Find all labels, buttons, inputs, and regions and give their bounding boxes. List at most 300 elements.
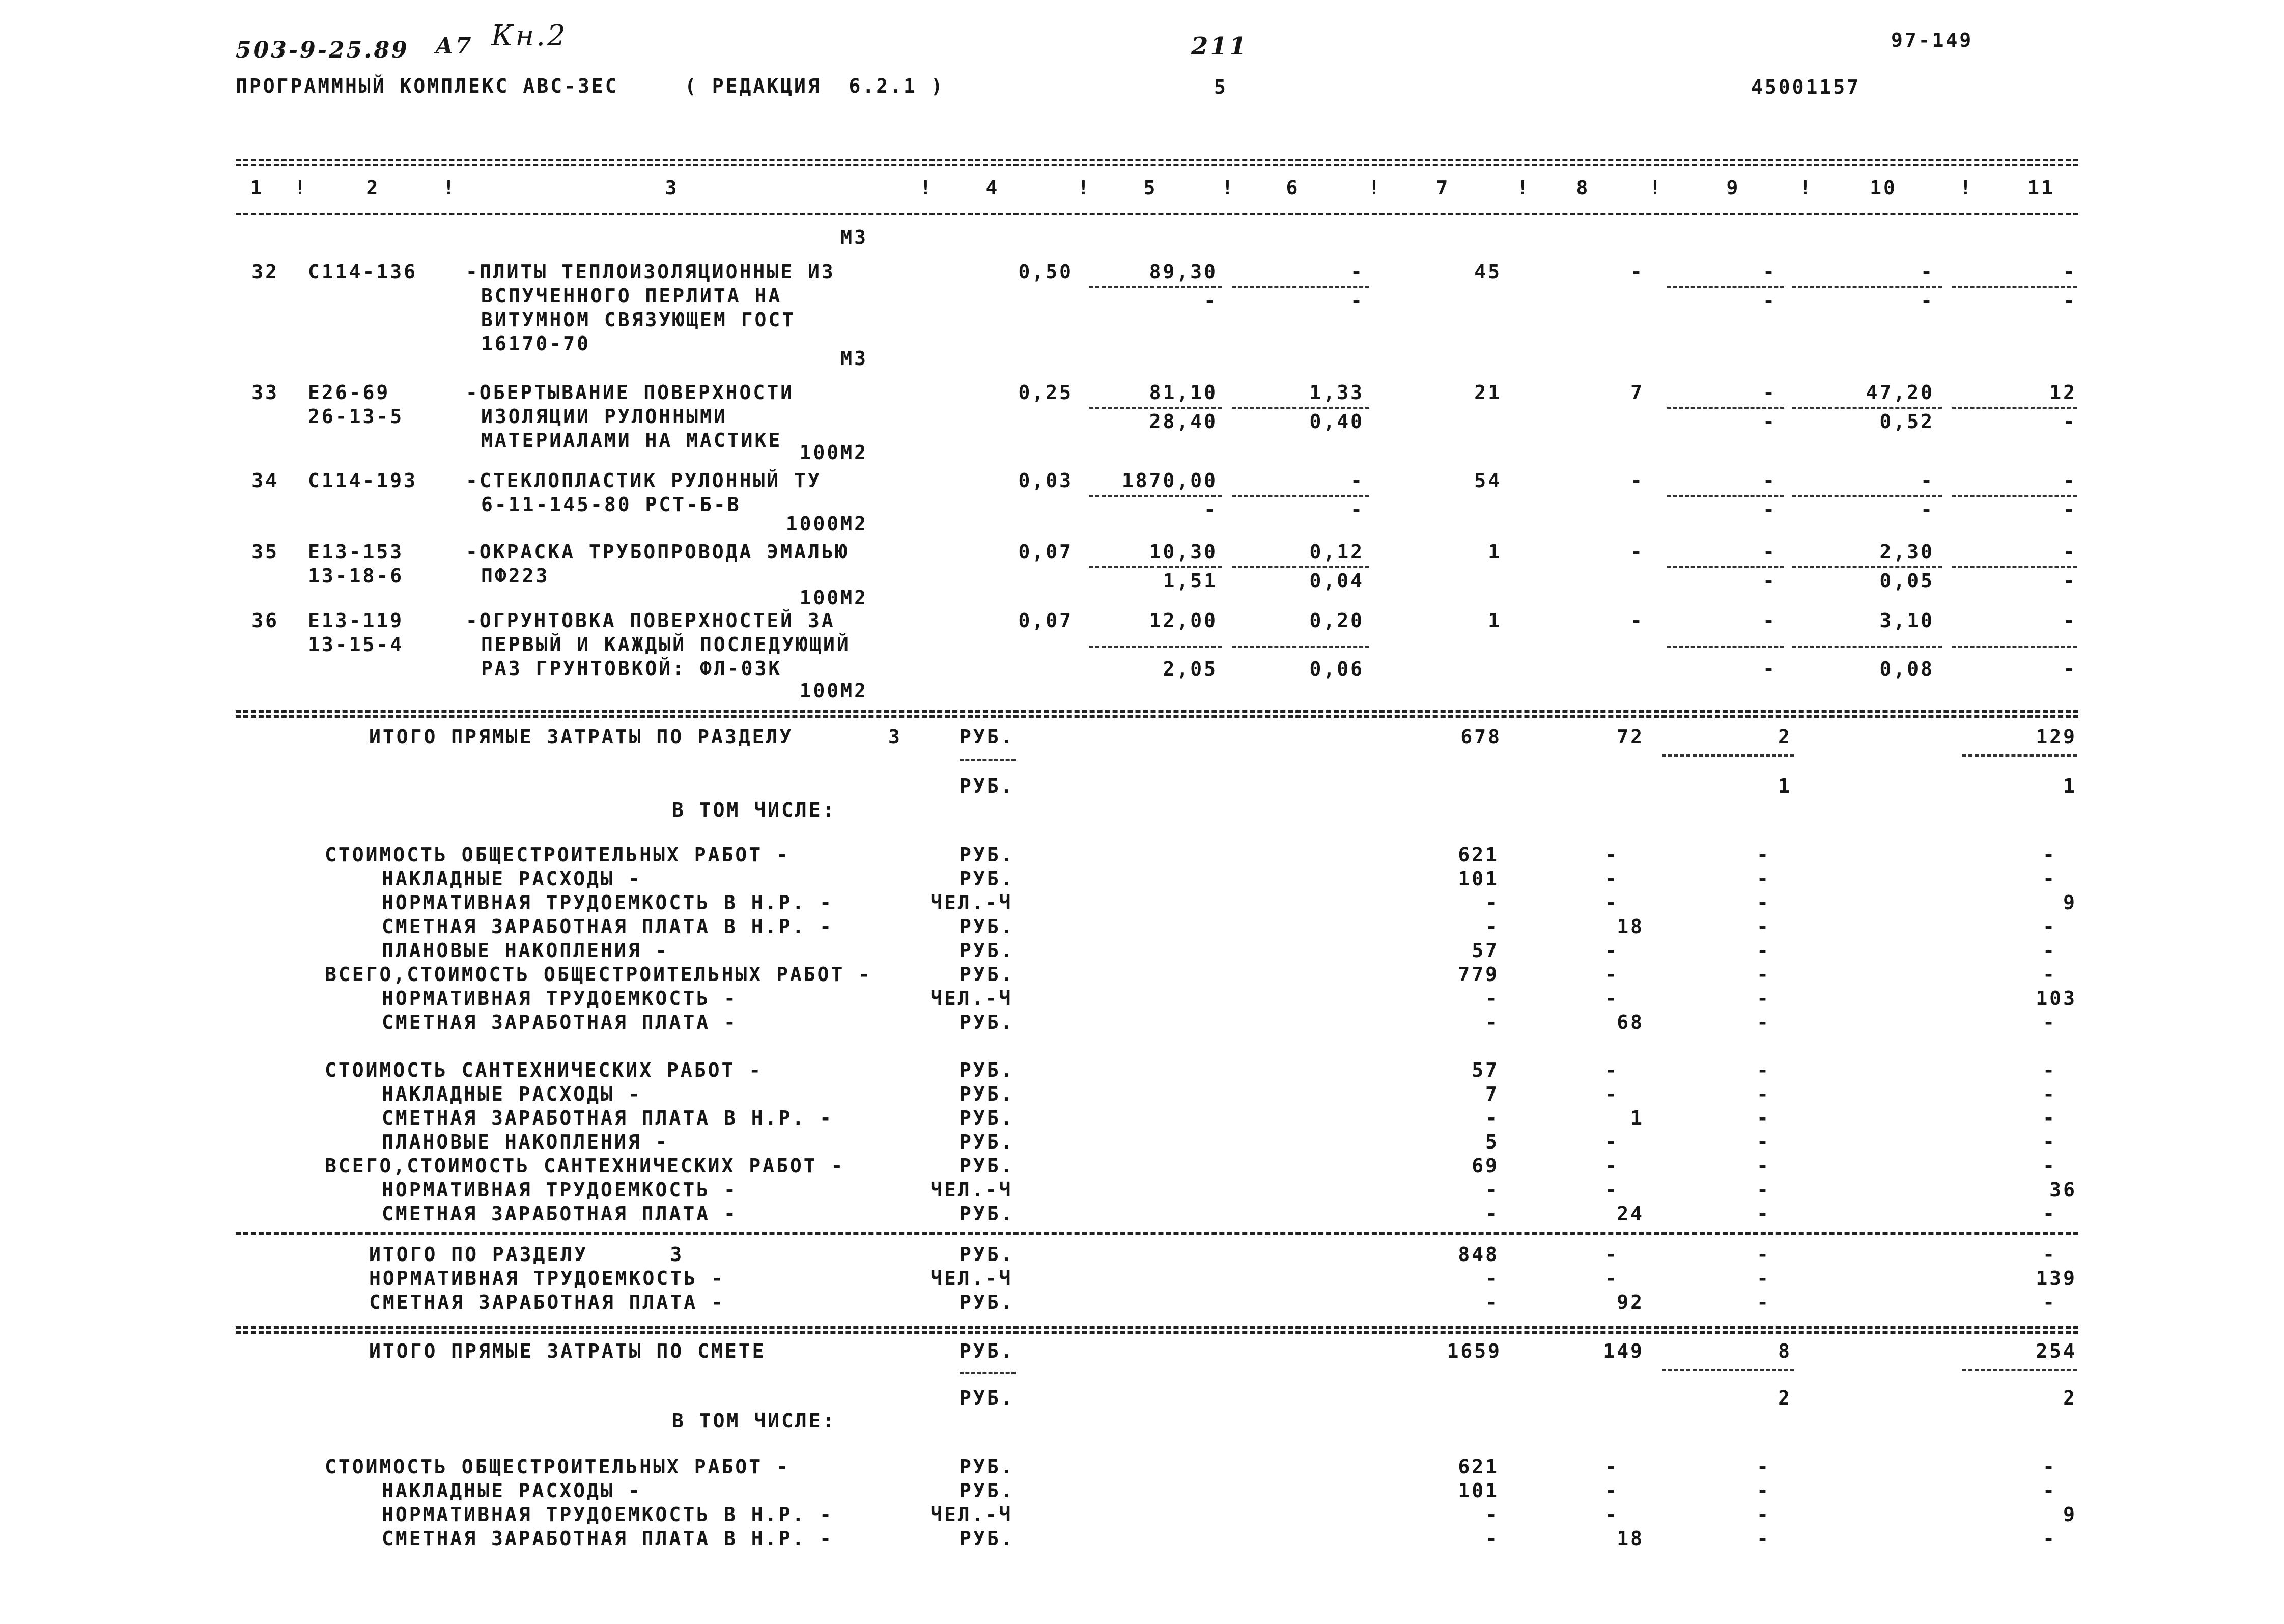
cost-col10-sub: - (1921, 290, 1934, 312)
summary-col7: 621 (1458, 844, 1499, 866)
handwritten-page-number: 211 (1191, 32, 1249, 61)
column-header-11: 11 (2027, 177, 2055, 199)
cost-col11: - (2063, 261, 2077, 283)
summary-row-label: СТОИМОСТЬ САНТЕХНИЧЕСКИХ РАБОТ - (325, 1059, 763, 1081)
summary-col7: 57 (1472, 1059, 1499, 1081)
cost-col9: - (1763, 261, 1777, 283)
summary-col9: - (1757, 1503, 1770, 1526)
cell-divider (1089, 566, 1222, 568)
summary-col8: - (1605, 939, 1619, 962)
cost-col11-sub: - (2063, 570, 2077, 592)
summary-col7: - (1485, 987, 1499, 1010)
cost-col7: 1 (1488, 609, 1502, 632)
cost-col5: 10,30 (1149, 541, 1218, 563)
summary-col11: - (2043, 939, 2056, 962)
summary-col9: - (1757, 1083, 1770, 1105)
summary-col9: - (1757, 891, 1770, 914)
column-header-9: 9 (1726, 177, 1740, 199)
unit-label: М3 (840, 226, 868, 248)
total-col9-sub: 2 (1778, 1387, 1792, 1409)
item-description: -ПЛИТЫ ТЕПЛОИЗОЛЯЦИОННЫЕ ИЗ (466, 261, 835, 283)
cost-col9-sub: - (1763, 410, 1777, 433)
section-summary-label: НОРМАТИВНАЯ ТРУДОЕМКОСТЬ - (369, 1267, 725, 1290)
cost-col5-sub: 1,51 (1163, 570, 1218, 592)
summary-col11: 36 (2049, 1179, 2077, 1201)
cost-col6-sub: 0,40 (1309, 410, 1364, 433)
summary-col7: 621 (1458, 1455, 1499, 1478)
summary-row-label: СМЕТНАЯ ЗАРАБОТНАЯ ПЛАТА В Н.Р. - (382, 1107, 833, 1129)
unit-label: РУБ. (960, 775, 1014, 797)
column-header-4: 4 (985, 177, 1000, 199)
unit-label: РУБ. (960, 1083, 1014, 1105)
unit-label: РУБ. (960, 1387, 1014, 1409)
summary-col8: - (1605, 1455, 1619, 1478)
item-description: 6-11-145-80 РСТ-Б-В (481, 493, 741, 516)
cost-col11: 12 (2049, 381, 2077, 404)
cost-col5: 81,10 (1149, 381, 1218, 404)
summary-col9: - (1757, 1455, 1770, 1478)
total-col7: 678 (1460, 725, 1502, 748)
summary-col7: 5 (1485, 1131, 1499, 1153)
cost-col11-sub: - (2063, 658, 2077, 680)
cost-col9: - (1763, 541, 1777, 563)
unit-label: РУБ. (960, 1340, 1014, 1362)
summary-col9: - (1757, 1243, 1770, 1266)
cell-divider (1962, 754, 2077, 757)
summary-row-label: НОРМАТИВНАЯ ТРУДОЕМКОСТЬ В Н.Р. - (382, 1503, 833, 1526)
total-col11: 254 (2036, 1340, 2077, 1362)
unit-label: 100М2 (799, 441, 868, 464)
column-header-1: 1 (250, 177, 264, 199)
summary-col9: - (1757, 867, 1770, 890)
column-separator: ! (920, 177, 934, 199)
unit-label: РУБ. (960, 1155, 1014, 1177)
summary-col7: 101 (1458, 1479, 1499, 1502)
cost-col8: - (1630, 469, 1644, 492)
item-description: ВСПУЧЕННОГО ПЕРЛИТА НА (481, 285, 782, 307)
unit-label: РУБ. (960, 1243, 1014, 1266)
total-col8: 149 (1603, 1340, 1644, 1362)
unit-label: РУБ. (960, 915, 1014, 938)
summary-col8: 1 (1630, 1107, 1644, 1129)
unit-label: ЧЕЛ.-Ч (930, 1179, 1013, 1201)
cell-divider (1089, 646, 1222, 648)
summary-col8: 92 (1617, 1291, 1644, 1313)
item-quantity: 0,07 (1018, 541, 1073, 563)
cost-col5-sub: 28,40 (1149, 410, 1218, 433)
item-number: 33 (251, 381, 279, 404)
item-description: -СТЕКЛОПЛАСТИК РУЛОННЫЙ ТУ (466, 469, 822, 492)
summary-col11: - (2043, 1083, 2056, 1105)
total-col9: 8 (1778, 1340, 1792, 1362)
summary-col11: - (2043, 1479, 2056, 1502)
summary-row-label: ВСЕГО,СТОИМОСТЬ САНТЕХНИЧЕСКИХ РАБОТ - (325, 1155, 845, 1177)
cost-col10-sub: 0,52 (1879, 410, 1934, 433)
summary-col8: - (1605, 987, 1619, 1010)
summary-col8: 68 (1617, 1011, 1644, 1033)
header-bottom-rule (236, 213, 2078, 215)
cost-col9-sub: - (1763, 290, 1777, 312)
cost-col10: 47,20 (1866, 381, 1934, 404)
cell-divider (1667, 495, 1784, 497)
summary-col11: - (2043, 1527, 2056, 1550)
total-col9-sub: 1 (1778, 775, 1792, 797)
summary-col8: 18 (1617, 915, 1644, 938)
item-code: С114-193 (308, 469, 418, 492)
summary-col7: 101 (1458, 867, 1499, 890)
cost-col9: - (1763, 609, 1777, 632)
cost-col7: 1 (1488, 541, 1502, 563)
cost-col5: 1870,00 (1121, 469, 1218, 492)
cell-divider (1667, 407, 1784, 409)
summary-col7: - (1485, 1202, 1499, 1225)
unit-label: РУБ. (960, 1291, 1014, 1313)
summary-col11: 139 (2036, 1267, 2077, 1290)
cell-divider (1792, 407, 1942, 409)
item-description: РАЗ ГРУНТОВКОЙ: ФЛ-03К (481, 657, 782, 680)
column-header-8: 8 (1576, 177, 1590, 199)
program-title: ПРОГРАММНЫЙ КОМПЛЕКС АВС-3ЕС (236, 75, 619, 97)
item-number: 32 (251, 261, 279, 283)
unit-underline (960, 759, 1016, 761)
cell-divider (1232, 566, 1369, 568)
summary-row-label: СМЕТНАЯ ЗАРАБОТНАЯ ПЛАТА - (382, 1011, 738, 1033)
item-description: ПФ223 (481, 565, 550, 587)
summary-col7: - (1485, 1267, 1499, 1290)
summary-col8: - (1605, 1083, 1619, 1105)
cost-col10: 3,10 (1879, 609, 1934, 632)
summary-col7: - (1485, 1291, 1499, 1313)
cell-divider (1792, 495, 1942, 497)
summary-row-label: НАКЛАДНЫЕ РАСХОДЫ - (382, 867, 642, 890)
cell-divider (1662, 754, 1794, 757)
handwritten-book: Кн.2 (491, 19, 568, 52)
column-separator: ! (1078, 177, 1091, 199)
summary-col11: - (2043, 1131, 2056, 1153)
cost-col11: - (2063, 609, 2077, 632)
item-code: С114-136 (308, 261, 418, 283)
cost-col5: 89,30 (1149, 261, 1218, 283)
cost-col5-sub: - (1204, 498, 1218, 521)
summary-col7: 57 (1472, 939, 1499, 962)
cost-col10-sub: 0,08 (1879, 658, 1934, 680)
cell-divider (1089, 286, 1222, 288)
header-top-rule-2 (236, 164, 2078, 166)
cell-divider (1952, 407, 2077, 409)
cell-divider (1232, 646, 1369, 648)
column-header-5: 5 (1143, 177, 1158, 199)
column-separator: ! (1649, 177, 1663, 199)
unit-label: РУБ. (960, 963, 1014, 986)
section-rule (236, 1326, 2078, 1329)
cost-col6: - (1350, 469, 1364, 492)
summary-col11: - (2043, 1291, 2056, 1313)
item-number: 34 (251, 469, 279, 492)
summary-col9: - (1757, 1059, 1770, 1081)
summary-col9: - (1757, 1291, 1770, 1313)
summary-col11: - (2043, 1455, 2056, 1478)
summary-col8: - (1605, 1503, 1619, 1526)
document-code: 45001157 (1751, 76, 1861, 98)
summary-col11: - (2043, 1107, 2056, 1129)
item-code: 26-13-5 (308, 405, 404, 428)
section-number: 3 (888, 725, 902, 748)
summary-col11: - (2043, 963, 2056, 986)
summary-col11: 9 (2063, 1503, 2077, 1526)
cost-col8: - (1630, 261, 1644, 283)
cost-col7: 45 (1474, 261, 1502, 283)
summary-row-label: ПЛАНОВЫЕ НАКОПЛЕНИЯ - (382, 1131, 669, 1153)
summary-col8: - (1605, 1155, 1619, 1177)
cost-col11-sub: - (2063, 410, 2077, 433)
summary-col11: - (2043, 867, 2056, 890)
cost-col11-sub: - (2063, 498, 2077, 521)
cost-col9: - (1763, 469, 1777, 492)
item-code: 13-18-6 (308, 565, 404, 587)
including-label: В ТОМ ЧИСЛЕ: (672, 1410, 836, 1432)
summary-col9: - (1757, 1479, 1770, 1502)
summary-col7: 69 (1472, 1155, 1499, 1177)
section-summary-label: ИТОГО ПО РАЗДЕЛУ 3 (369, 1243, 684, 1266)
summary-col8: - (1605, 1267, 1619, 1290)
summary-col11: 103 (2036, 987, 2077, 1010)
item-description: -ОГРУНТОВКА ПОВЕРХНОСТЕЙ ЗА (466, 609, 835, 632)
summary-row-label: НАКЛАДНЫЕ РАСХОДЫ - (382, 1479, 642, 1502)
including-label: В ТОМ ЧИСЛЕ: (672, 799, 836, 821)
summary-col9: - (1757, 1527, 1770, 1550)
summary-col8: - (1605, 963, 1619, 986)
summary-row-label: СТОИМОСТЬ ОБЩЕСТРОИТЕЛЬНЫХ РАБОТ - (325, 1455, 790, 1478)
summary-row-label: СТОИМОСТЬ ОБЩЕСТРОИТЕЛЬНЫХ РАБОТ - (325, 844, 790, 866)
cost-col10: - (1921, 261, 1934, 283)
unit-label: 100М2 (799, 586, 868, 609)
summary-col7: - (1485, 1503, 1499, 1526)
unit-label: РУБ. (960, 1527, 1014, 1550)
item-quantity: 0,03 (1018, 469, 1073, 492)
column-separator: ! (1960, 177, 1973, 199)
summary-col11: - (2043, 1011, 2056, 1033)
summary-col9: - (1757, 1011, 1770, 1033)
item-description: -ОБЕРТЫВАНИЕ ПОВЕРХНОСТИ (466, 381, 795, 404)
cost-col6: 0,12 (1309, 541, 1364, 563)
column-header-3: 3 (665, 177, 679, 199)
unit-label: РУБ. (960, 1202, 1014, 1225)
item-description: МАТЕРИАЛАМИ НА МАСТИКЕ (481, 429, 782, 452)
handwritten-doc-code: 503-9-25.89 (236, 37, 409, 63)
item-description: ВИТУМНОМ СВЯЗУЮЩЕМ ГОСТ (481, 309, 796, 331)
unit-label: РУБ. (960, 725, 1014, 748)
cost-col11: - (2063, 469, 2077, 492)
total-col11-sub: 1 (2063, 775, 2077, 797)
column-header-2: 2 (366, 177, 380, 199)
summary-col7: - (1485, 1527, 1499, 1550)
column-separator: ! (1368, 177, 1382, 199)
cost-col11-sub: - (2063, 290, 2077, 312)
summary-col7: 7 (1485, 1083, 1499, 1105)
item-description: -ОКРАСКА ТРУБОПРОВОДА ЭМАЛЬЮ (466, 541, 849, 563)
cell-divider (1232, 495, 1369, 497)
summary-col7: 779 (1458, 963, 1499, 986)
cost-col9-sub: - (1763, 498, 1777, 521)
total-col8: 72 (1617, 725, 1644, 748)
cell-divider (1952, 495, 2077, 497)
estimate-total-label: ИТОГО ПРЯМЫЕ ЗАТРАТЫ ПО СМЕТЕ (369, 1340, 766, 1362)
section-rule (236, 715, 2078, 718)
section-rule (236, 1232, 2078, 1235)
item-description: ИЗОЛЯЦИИ РУЛОННЫМИ (481, 405, 727, 428)
summary-col11: - (2043, 844, 2056, 866)
cost-col7: 54 (1474, 469, 1502, 492)
summary-row-label: НОРМАТИВНАЯ ТРУДОЕМКОСТЬ - (382, 1179, 738, 1201)
summary-row-label: СМЕТНАЯ ЗАРАБОТНАЯ ПЛАТА В Н.Р. - (382, 1527, 833, 1550)
unit-label: 1000М2 (785, 513, 868, 535)
cost-col9: - (1763, 381, 1777, 404)
summary-col9: - (1757, 987, 1770, 1010)
summary-row-label: НОРМАТИВНАЯ ТРУДОЕМКОСТЬ - (382, 987, 738, 1010)
summary-col9: - (1757, 1202, 1770, 1225)
summary-col9: - (1757, 844, 1770, 866)
summary-col11: - (2043, 1243, 2056, 1266)
summary-col8: - (1605, 1243, 1619, 1266)
cost-col10-sub: 0,05 (1879, 570, 1934, 592)
cell-divider (1232, 286, 1369, 288)
unit-label: ЧЕЛ.-Ч (930, 891, 1013, 914)
summary-col9: - (1757, 1155, 1770, 1177)
header-top-rule (236, 159, 2078, 161)
cost-col6-sub: 0,06 (1309, 658, 1364, 680)
column-header-6: 6 (1286, 177, 1300, 199)
unit-label: ЧЕЛ.-Ч (930, 987, 1013, 1010)
unit-label: РУБ. (960, 1011, 1014, 1033)
column-separator: ! (443, 177, 457, 199)
unit-label: РУБ. (960, 939, 1014, 962)
column-separator: ! (1222, 177, 1235, 199)
total-col9: 2 (1778, 725, 1792, 748)
item-description: ПЕРВЫЙ И КАЖДЫЙ ПОСЛЕДУЮЩИЙ (481, 633, 851, 656)
column-header-7: 7 (1436, 177, 1450, 199)
cost-col5: 12,00 (1149, 609, 1218, 632)
cost-col6-sub: - (1350, 290, 1364, 312)
cost-col6: 0,20 (1309, 609, 1364, 632)
cost-col9-sub: - (1763, 658, 1777, 680)
summary-row-label: НАКЛАДНЫЕ РАСХОДЫ - (382, 1083, 642, 1105)
cost-col8: 7 (1630, 381, 1644, 404)
summary-row-label: СМЕТНАЯ ЗАРАБОТНАЯ ПЛАТА В Н.Р. - (382, 915, 833, 938)
cell-divider (1952, 286, 2077, 288)
handwritten-a7: А7 (435, 33, 473, 59)
item-code: Е13-119 (308, 609, 404, 632)
summary-col9: - (1757, 963, 1770, 986)
cell-divider (1667, 646, 1784, 648)
document-number: 97-149 (1891, 29, 1973, 51)
cell-divider (1792, 646, 1942, 648)
unit-label: М3 (840, 347, 868, 370)
unit-label: 100М2 (799, 680, 868, 702)
unit-label: РУБ. (960, 1455, 1014, 1478)
summary-col9: - (1757, 915, 1770, 938)
column-separator: ! (1799, 177, 1813, 199)
cost-col10: - (1921, 469, 1934, 492)
summary-col11: - (2043, 1202, 2056, 1225)
item-number: 36 (251, 609, 279, 632)
summary-col8: 24 (1617, 1202, 1644, 1225)
unit-label: РУБ. (960, 844, 1014, 866)
unit-label: ЧЕЛ.-Ч (930, 1267, 1013, 1290)
cost-col11: - (2063, 541, 2077, 563)
unit-label: РУБ. (960, 1131, 1014, 1153)
summary-col8: - (1605, 1179, 1619, 1201)
summary-col8: - (1605, 844, 1619, 866)
cost-col10: 2,30 (1879, 541, 1934, 563)
item-code: 13-15-4 (308, 633, 404, 656)
summary-col11: - (2043, 915, 2056, 938)
summary-col11: - (2043, 1059, 2056, 1081)
summary-col9: - (1757, 1131, 1770, 1153)
column-header-10: 10 (1870, 177, 1897, 199)
summary-col9: - (1757, 1179, 1770, 1201)
cell-divider (1792, 566, 1942, 568)
summary-col8: - (1605, 1479, 1619, 1502)
unit-underline (960, 1372, 1016, 1374)
cost-col8: - (1630, 609, 1644, 632)
cost-col6-sub: - (1350, 498, 1364, 521)
cell-divider (1662, 1369, 1794, 1371)
cost-col8: - (1630, 541, 1644, 563)
summary-col7: - (1485, 891, 1499, 914)
cell-divider (1089, 495, 1222, 497)
summary-col8: - (1605, 891, 1619, 914)
total-col7: 1659 (1447, 1340, 1502, 1362)
summary-row-label: НОРМАТИВНАЯ ТРУДОЕМКОСТЬ В Н.Р. - (382, 891, 833, 914)
cost-col5-sub: 2,05 (1163, 658, 1218, 680)
section-rule (236, 710, 2078, 713)
summary-row-label: СМЕТНАЯ ЗАРАБОТНАЯ ПЛАТА - (382, 1202, 738, 1225)
unit-label: РУБ. (960, 1059, 1014, 1081)
edition-label: ( РЕДАКЦИЯ 6.2.1 ) (685, 75, 945, 97)
unit-label: РУБ. (960, 1107, 1014, 1129)
summary-col7: - (1485, 1107, 1499, 1129)
summary-col8: 18 (1617, 1527, 1644, 1550)
cell-divider (1792, 286, 1942, 288)
summary-col8: - (1605, 1059, 1619, 1081)
summary-row-label: ПЛАНОВЫЕ НАКОПЛЕНИЯ - (382, 939, 669, 962)
cost-col5-sub: - (1204, 290, 1218, 312)
item-code: Е13-153 (308, 541, 404, 563)
item-quantity: 0,50 (1018, 261, 1073, 283)
summary-col7: - (1485, 915, 1499, 938)
item-code: Е26-69 (308, 381, 390, 404)
unit-label: РУБ. (960, 1479, 1014, 1502)
summary-col11: 9 (2063, 891, 2077, 914)
cell-divider (1232, 407, 1369, 409)
unit-label: РУБ. (960, 867, 1014, 890)
summary-col9: - (1757, 939, 1770, 962)
cost-col6: 1,33 (1309, 381, 1364, 404)
summary-col9: - (1757, 1107, 1770, 1129)
section-total-label: ИТОГО ПРЯМЫЕ ЗАТРАТЫ ПО РАЗДЕЛУ (369, 725, 794, 748)
item-number: 35 (251, 541, 279, 563)
item-description: 16170-70 (481, 332, 591, 355)
item-quantity: 0,25 (1018, 381, 1073, 404)
cell-divider (1952, 566, 2077, 568)
total-col11-sub: 2 (2063, 1387, 2077, 1409)
cell-divider (1952, 646, 2077, 648)
cost-col6: - (1350, 261, 1364, 283)
column-separator: ! (294, 177, 308, 199)
item-quantity: 0,07 (1018, 609, 1073, 632)
summary-col8: - (1605, 867, 1619, 890)
summary-col11: - (2043, 1155, 2056, 1177)
